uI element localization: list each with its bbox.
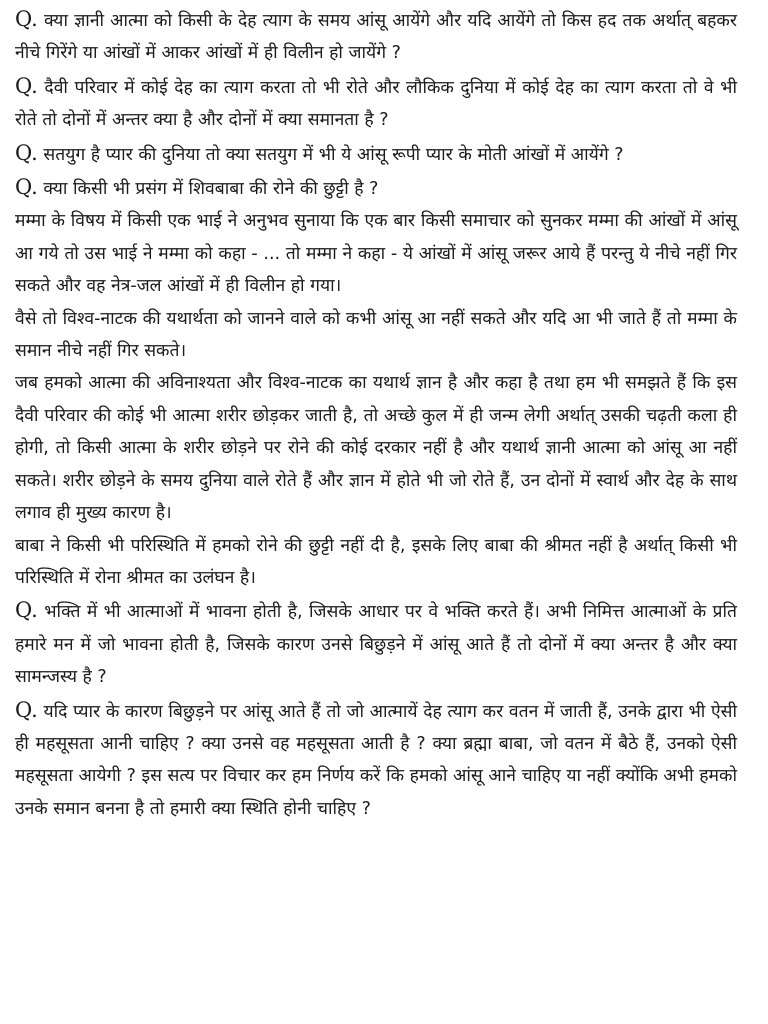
question-text: भक्ति में भी आत्माओं में भावना होती है, जिसके आधार पर वे भक्ति करते हैं। अभी निमित्त आत्माओं के प्रति हमारे मन में जो भावना होती है, जिसके कारण उनसे बिछुड़ने में आंसू आते हैं तो दोनों में क्या अन्तर है और क्या सामन्जस्य है ? (15, 602, 737, 688)
question-text: क्या किसी भी प्रसंग में शिवबाबा की रोने की छुट्टी है ? (37, 179, 379, 200)
answer-paragraph: बाबा ने किसी भी परिस्थिति में हमको रोने की छुट्टी नहीं दी है, इसके लिए बाबा की श्रीमत नहीं है अर्थात् किसी भी परिस्थिति में रोना श्रीमत का उलंघन है। (15, 535, 737, 588)
question-paragraph (15, 70, 737, 137)
question-paragraph (15, 171, 737, 205)
question-text: यदि प्यार के कारण बिछुड़ने पर आंसू आते हैं तो जो आत्मायें देह त्याग कर वतन में जाती हैं, उनके द्वारा भी ऐसी ही महसूसता आनी चाहिए ? क्या उनसे वह महसूसता आती है ? क्या ब्रह्मा बाबा, जो वतन में बैठे हैं, उनको ऐसी महसूसता आयेगी ? इस सत्य पर विचार कर हम निर्णय करें कि हमको आंसू आने चाहिए या नहीं क्योंकि अभी हमको उनके समान बनना है तो हमारी क्या स्थिति होनी चाहिए ? (15, 701, 737, 819)
answer-paragraph: मम्मा के विषय में किसी एक भाई ने अनुभव सुनाया कि एक बार किसी समाचार को सुनकर मम्मा की आंखों में आंसू आ गये तो उस भाई ने मम्मा को कहा - ... तो मम्मा ने कहा - ये आंखों में आंसू जरूर आये हैं परन्तु ये नीचे नहीं गिर सकते और वह नेत्र-जल आंखों में ही विलीन हो गया। (15, 211, 737, 297)
answer-paragraph: वैसे तो विश्व-नाटक की यथार्थता को जानने वाले को कभी आंसू आ नहीं सकते और यदि आ भी जाते हैं तो मम्मा के समान नीचे नहीं गिर सकते। (15, 308, 737, 362)
question-text: क्या ज्ञानी आत्मा को किसी के देह त्याग के समय आंसू आयेंगे और यदि आयेंगे तो किस हद तक अर्थात् बहकर नीचे गिरेंगे या आंखों में आकर आंखों में ही विलीन हो जायेंगे ? (15, 11, 737, 64)
question-paragraph (15, 3, 737, 70)
question-text: सतयुग है प्यार की दुनिया तो क्या सतयुग में भी ये आंसू रूपी प्यार के मोती आंखों में आयेंगे ? (37, 144, 624, 165)
document-page (15, 3, 737, 825)
question-marker: Q. (15, 697, 38, 722)
question-paragraph (15, 137, 737, 171)
answer-paragraph: जब हमको आत्मा की अविनाश्यता और विश्व-नाटक का यथार्थ ज्ञान है और कहा है तथा हम भी समझते हैं कि इस दैवी परिवार की कोई भी आत्मा शरीर छोड़कर जाती है, तो अच्छे कुल में ही जन्म लेगी अर्थात् उसकी चढ़ती कला ही होगी, तो किसी आत्मा के शरीर छोड़ने पर रोने की कोई दरकार नहीं है और यथार्थ ज्ञानी आत्मा को आंसू आ नहीं सकते। शरीर छोड़ने के समय दुनिया वाले रोते हैं और ज्ञान में होते भी जो रोते हैं, उन दोनों में स्वार्थ और देह के साथ लगाव ही मुख्य कारण है। (15, 373, 737, 524)
question-paragraph (15, 594, 737, 693)
question-marker: Q. (15, 175, 38, 200)
question-marker: Q. (15, 598, 38, 623)
question-marker: Q. (15, 73, 38, 98)
question-marker: Q. (15, 140, 38, 165)
question-paragraph (15, 694, 737, 826)
question-text: दैवी परिवार में कोई देह का त्याग करता तो भी रोते और लौकिक दुनिया में कोई देह का त्याग करता तो वे भी रोते तो दोनों में अन्तर क्या है और दोनों में क्या समानता है ? (15, 77, 737, 131)
question-marker: Q. (15, 7, 38, 31)
